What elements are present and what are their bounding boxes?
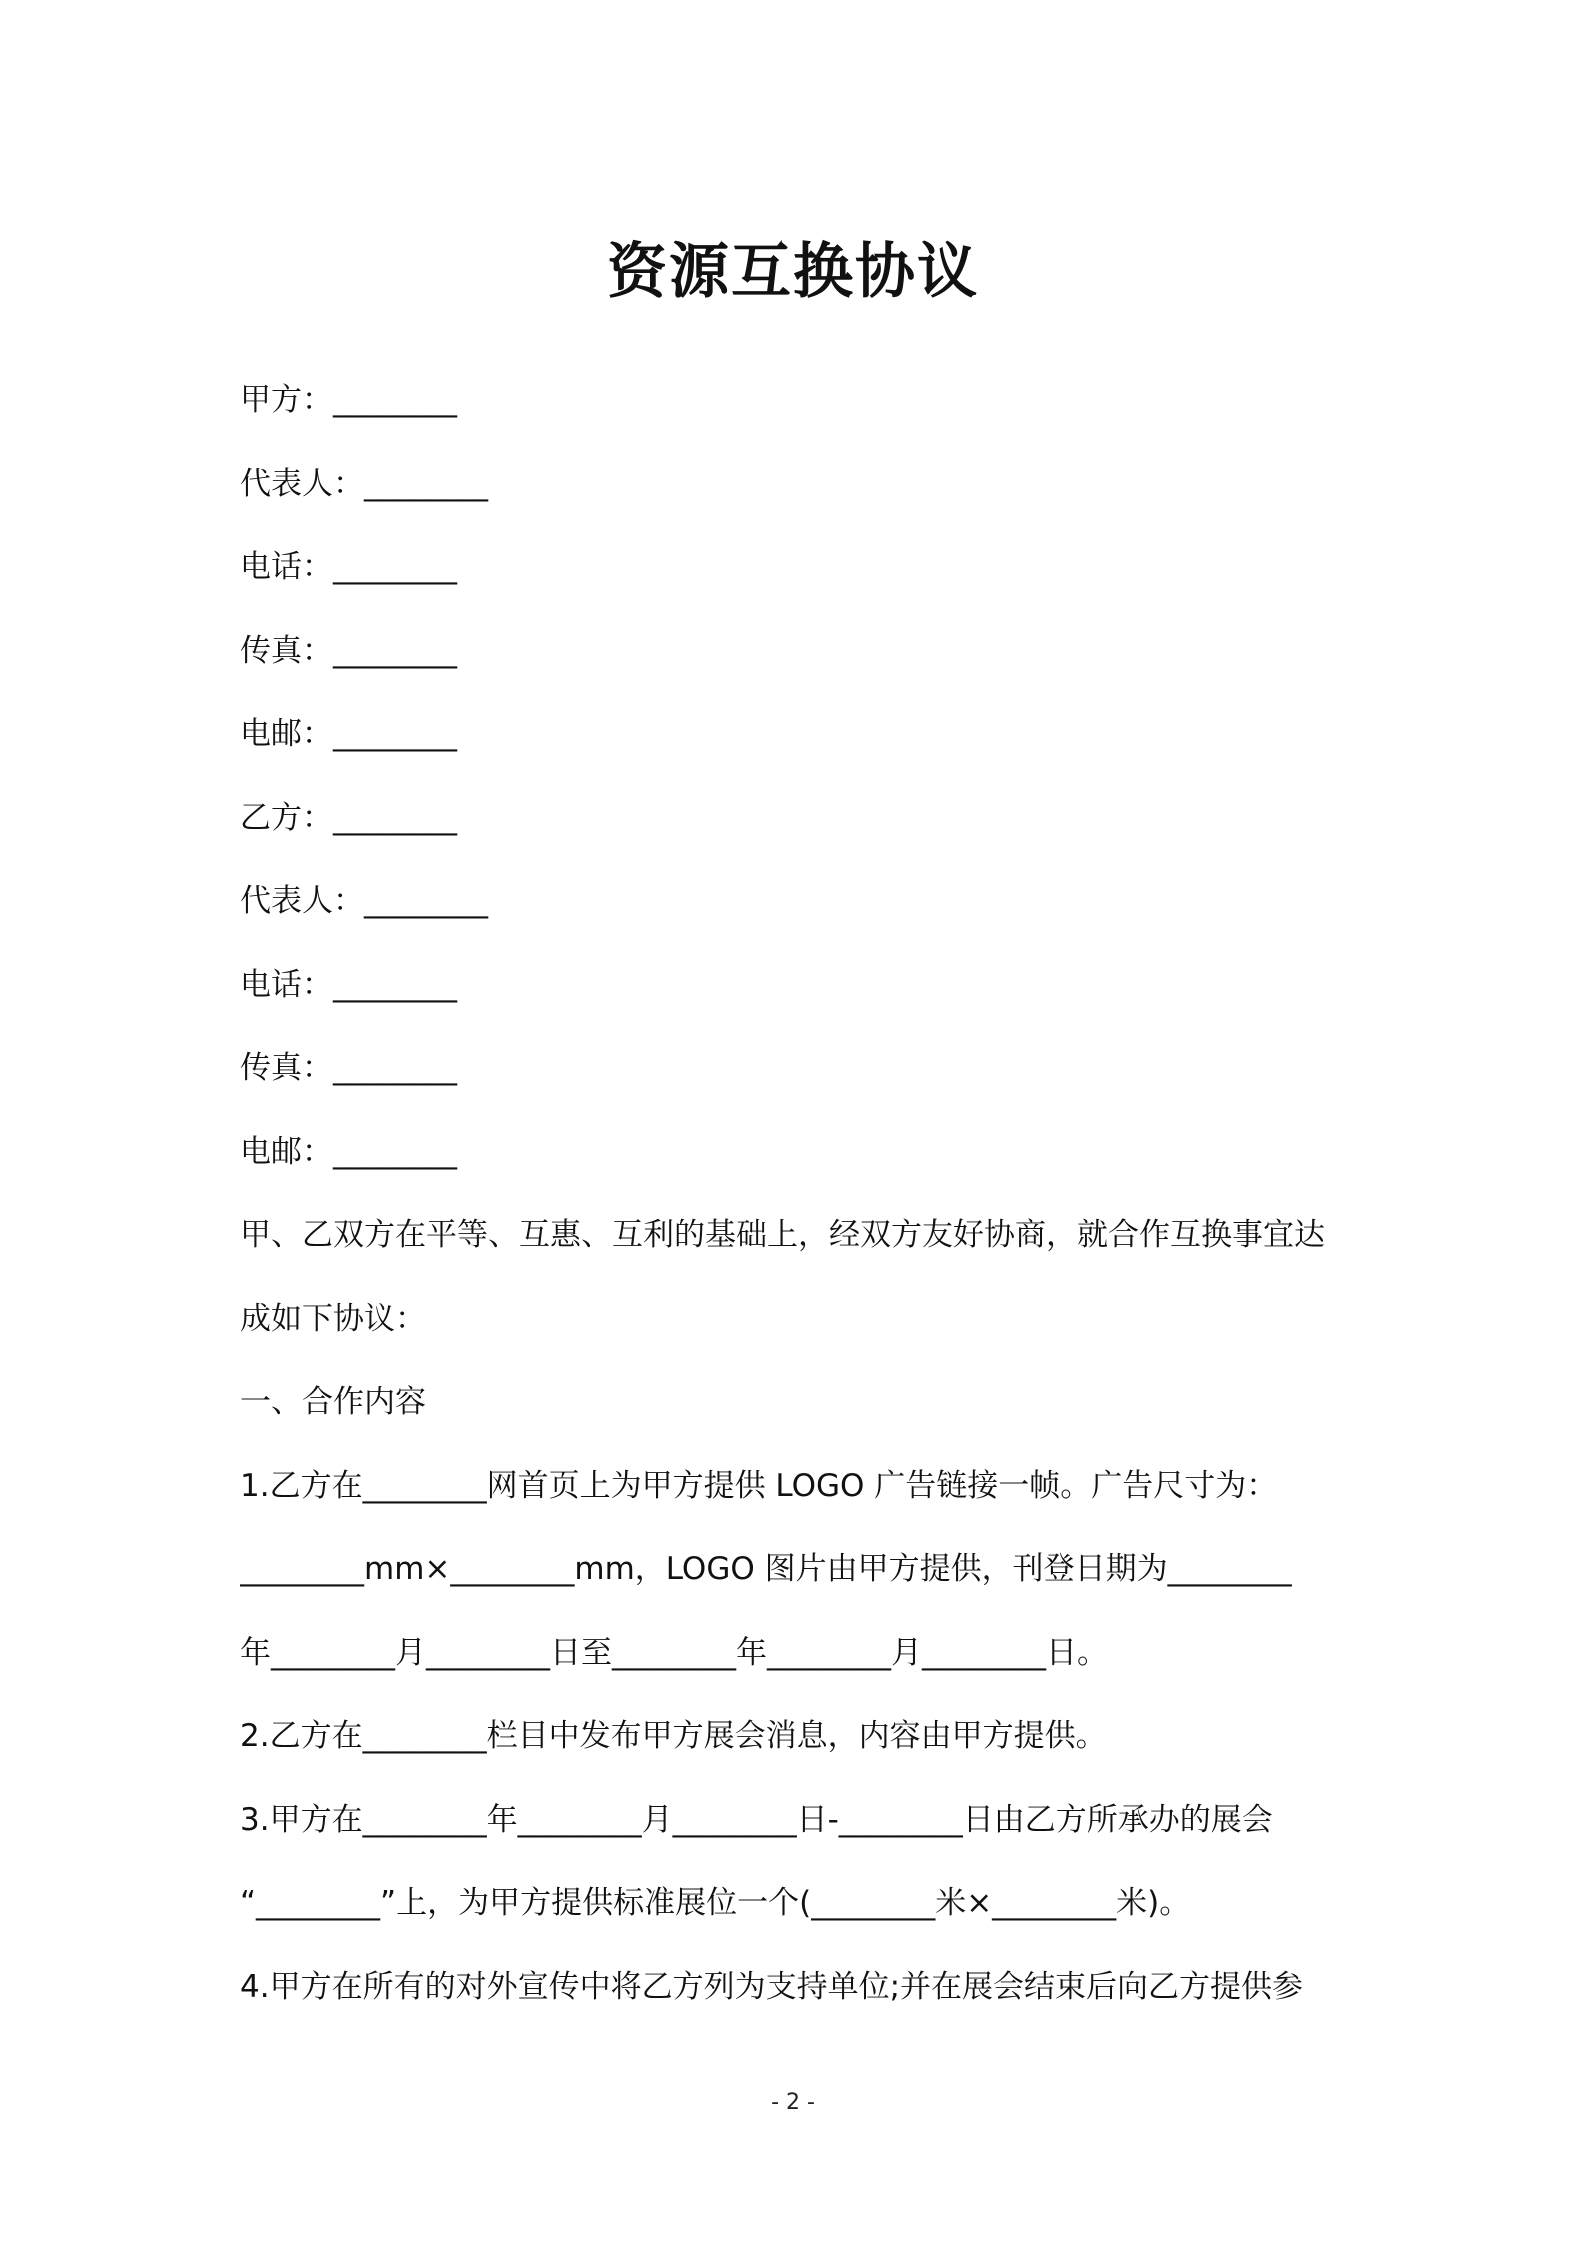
party-b-representative-line: 代表人：________ [240, 883, 488, 919]
party-a-line: 甲方：________ [240, 382, 457, 418]
party-a-fax-line: 传真：________ [240, 632, 457, 669]
party-a-phone-line: 电话：________ [240, 549, 457, 585]
document-body [240, 365, 1370, 2035]
page-number: - 2 - [771, 2090, 815, 2115]
clause-3-line-1: 3.甲方在________年________月________日-________日由乙方所承办的展会 [240, 1801, 1273, 1838]
intro-paragraph-line-1: 甲、乙双方在平等、互惠、互利的基础上，经双方友好协商，就合作互换事宜达 [240, 1217, 1325, 1253]
clause-3-line-2: “________”上，为甲方提供标准展位一个(________米×________米)。 [240, 1885, 1191, 1921]
document-title: 资源互换协议 [607, 237, 979, 307]
party-b-email-line: 电邮：________ [240, 1133, 457, 1170]
clause-4-line-1: 4.甲方在所有的对外宣传中将乙方列为支持单位;并在展会结束后向乙方提供参 [240, 1968, 1304, 2005]
party-b-phone-line: 电话：________ [240, 966, 457, 1003]
party-a-representative-line: 代表人：________ [240, 465, 488, 502]
clause-1-line-1: 1.乙方在________网首页上为甲方提供 LOGO 广告链接一帧。广告尺寸为： [240, 1467, 1278, 1504]
clause-2-line: 2.乙方在________栏目中发布甲方展会消息，内容由甲方提供。 [240, 1718, 1107, 1754]
clause-1-line-3: 年________月________日至________年________月________日。 [240, 1634, 1108, 1671]
party-b-fax-line: 传真：________ [240, 1050, 457, 1086]
intro-paragraph-line-2: 成如下协议： [240, 1300, 426, 1337]
party-a-email-line: 电邮：________ [240, 716, 457, 752]
clause-1-line-2: ________mm×________mm，LOGO 图片由甲方提供，刊登日期为________ [240, 1551, 1292, 1587]
section-heading-cooperation: 一、合作内容 [240, 1384, 426, 1420]
party-b-line: 乙方：________ [240, 799, 457, 836]
